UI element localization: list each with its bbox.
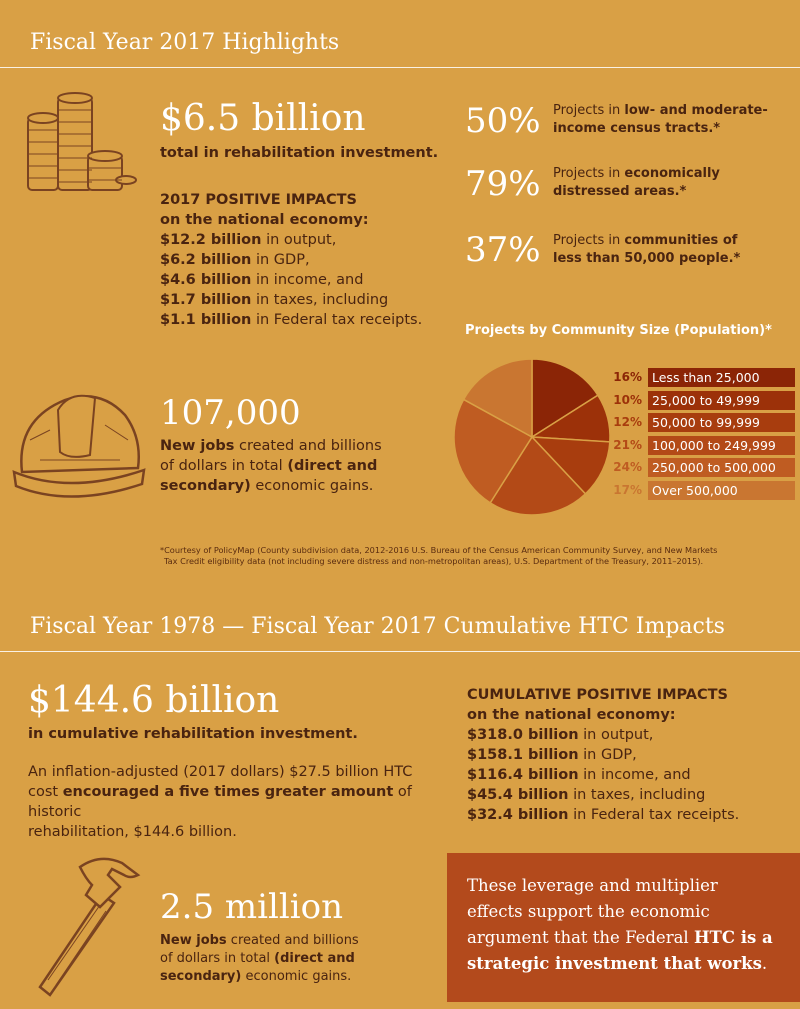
stat-text: Projects in communities of less than 50,000 people.* xyxy=(553,233,741,266)
legend-label: 250,000 to 500,000 xyxy=(648,458,795,477)
legend-value: 17% xyxy=(613,482,642,497)
hard-hat-icon xyxy=(10,380,150,510)
chart-title: Projects by Community Size (Population)* xyxy=(465,323,772,338)
hammer-icon xyxy=(20,845,150,1005)
impact-line: $4.6 billion in income, and xyxy=(160,272,364,288)
legend-value: 21% xyxy=(613,437,642,452)
legend-value: 12% xyxy=(613,415,642,429)
cumulative-impacts-block: CUMULATIVE POSITIVE IMPACTS on the national economy: $318.0 billion in output, $158.1 billion in GDP, $116.4 billion in income, and $45.4 billion in taxes, including $32.4 billion in Federal tax receipts. xyxy=(467,685,787,825)
impacts-heading: 2017 POSITIVE IMPACTS xyxy=(160,192,357,208)
stat-pct: 79% xyxy=(465,164,541,204)
impacts-block xyxy=(160,190,450,330)
legend-label: Less than 25,000 xyxy=(648,368,795,387)
legend-label: 50,000 to 99,999 xyxy=(648,413,795,432)
stat-pct: 50% xyxy=(465,101,541,141)
stat-pct: 37% xyxy=(465,230,541,270)
divider xyxy=(0,651,800,652)
legend-value: 10% xyxy=(613,392,642,407)
cumulative-jobs-amount: 2.5 million xyxy=(160,887,343,927)
footnote: *Courtesy of PolicyMap (County subdivision data, 2012-2016 U.S. Bureau of the Census American Community Survey, and New Markets Tax Credit eligibility data (not including severe distress and non-metropolitan areas), U.S. Department of the Treasury, 2011–2015). xyxy=(160,545,718,566)
callout-text: These leverage and multiplier effects support the economic argument that the Federal HTC is a strategic investment that works. xyxy=(467,876,773,973)
legend-label: 25,000 to 49,999 xyxy=(648,391,795,410)
legend-label: 100,000 to 249,999 xyxy=(648,436,795,455)
jobs-amount: 107,000 xyxy=(160,393,301,433)
divider xyxy=(0,67,800,68)
cumulative-investment-caption: in cumulative rehabilitation investment. xyxy=(28,726,358,742)
impact-line: $45.4 billion in taxes, including xyxy=(467,787,706,803)
jobs-text: New jobs created and billions of dollars in total (direct and secondary) economic gains. xyxy=(160,438,382,494)
cumulative-jobs-text: New jobs created and billions of dollars in total (direct and secondary) economic gains. xyxy=(160,933,359,984)
impacts-subheading: on the national economy: xyxy=(160,212,369,228)
investment-caption: total in rehabilitation investment. xyxy=(160,145,439,161)
inflation-text: An inflation-adjusted (2017 dollars) $27.5 billion HTC cost encouraged a five times greater amount of historic rehabilitation, $144.6 billion. xyxy=(28,764,413,840)
stat-text: Projects in low- and moderate- income census tracts.* xyxy=(553,103,768,136)
legend-label: Over 500,000 xyxy=(648,481,795,500)
impact-line: $318.0 billion in output, xyxy=(467,727,654,743)
legend-value: 16% xyxy=(613,370,642,384)
cumulative-investment-amount: $144.6 billion xyxy=(28,680,280,721)
section-title-fy2017: Fiscal Year 2017 Highlights xyxy=(30,30,340,55)
impact-line: $116.4 billion in income, and xyxy=(467,767,691,783)
coins-icon xyxy=(18,88,138,198)
impact-line: $1.1 billion in Federal tax receipts. xyxy=(160,312,423,328)
pie-chart xyxy=(450,355,615,520)
stat-text: Projects in economically distressed areas.* xyxy=(553,166,720,199)
impact-line: $32.4 billion in Federal tax receipts. xyxy=(467,807,740,823)
impact-line: $1.7 billion in taxes, including xyxy=(160,292,389,308)
callout-box xyxy=(447,853,800,1002)
legend-value: 24% xyxy=(613,460,642,474)
impact-line: $12.2 billion in output, xyxy=(160,232,337,248)
investment-amount: $6.5 billion xyxy=(160,98,366,139)
impact-line: $158.1 billion in GDP, xyxy=(467,747,637,763)
impact-line: $6.2 billion in GDP, xyxy=(160,252,310,268)
section-title-cumulative: Fiscal Year 1978 — Fiscal Year 2017 Cumulative HTC Impacts xyxy=(30,614,725,639)
